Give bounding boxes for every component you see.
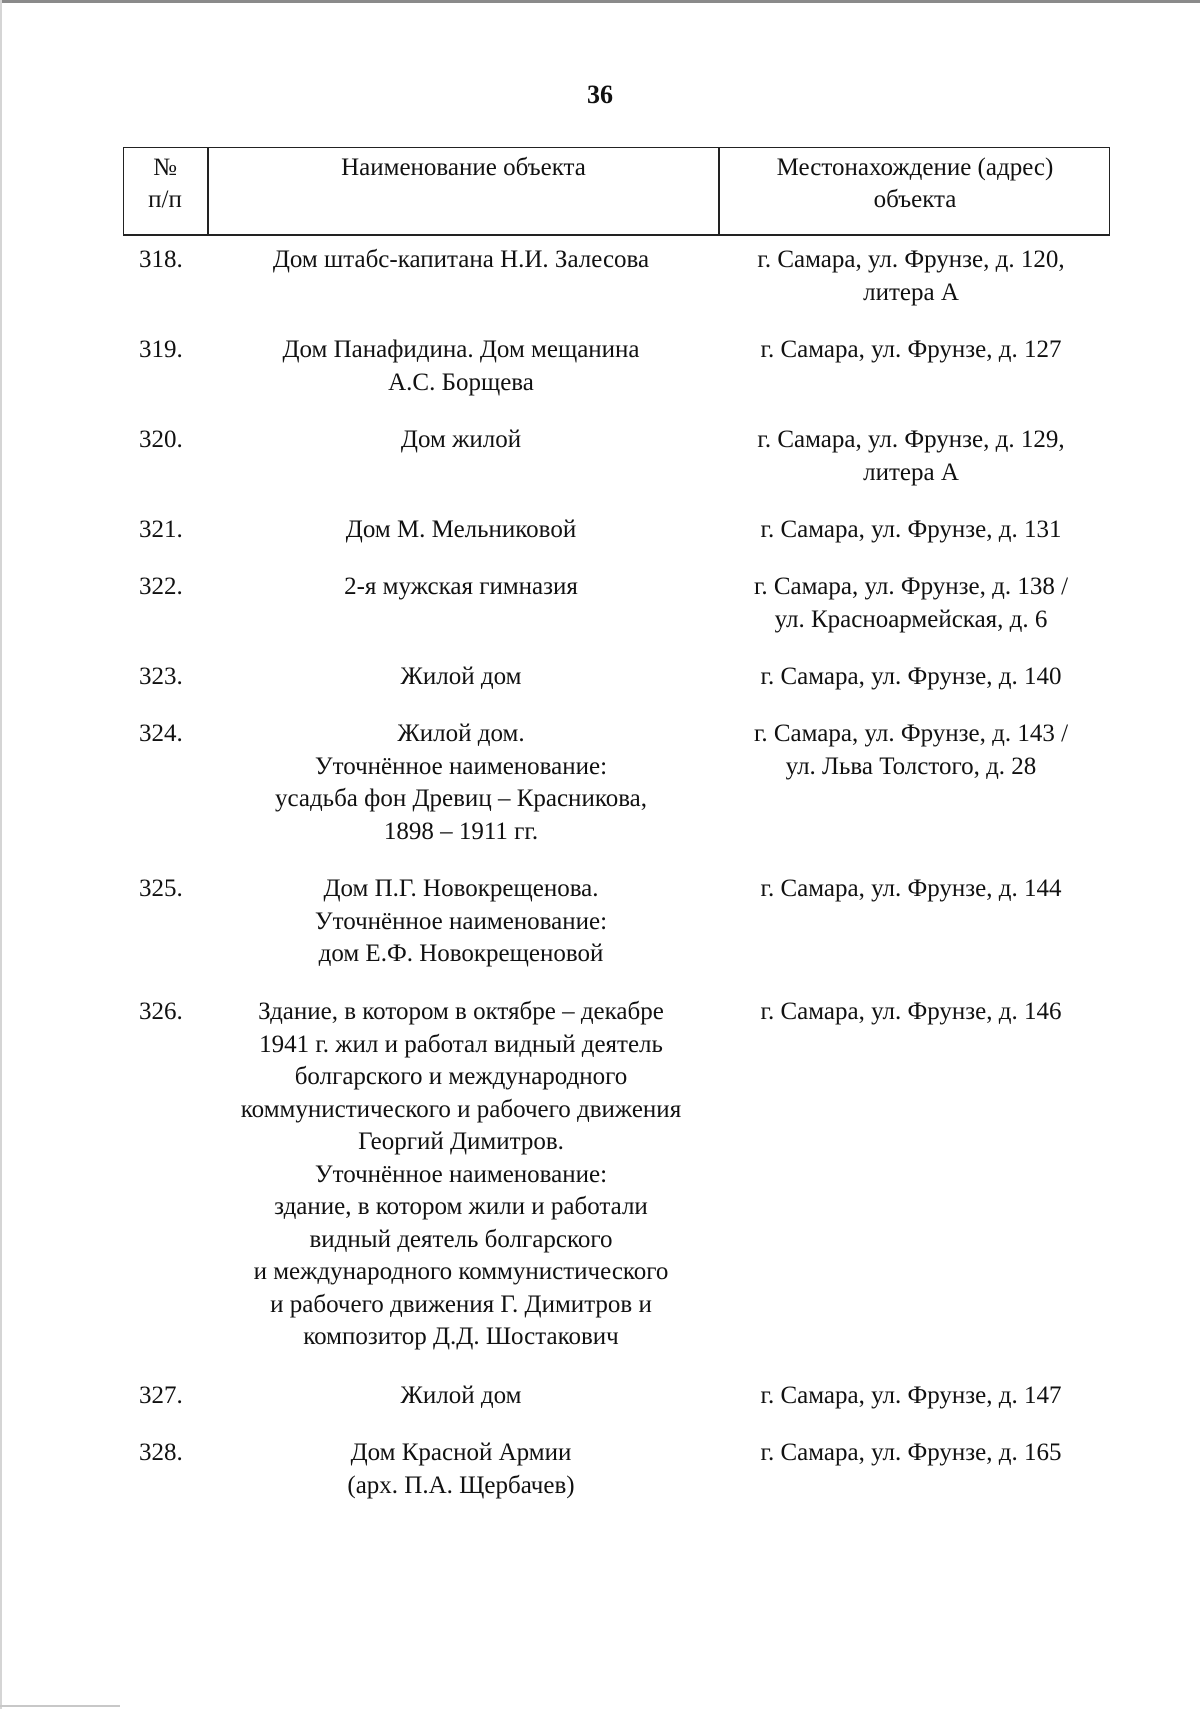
object-name: Дом П.Г. Новокрещенова. Уточнённое наименование: дом Е.Ф. Новокрещеновой [314,875,608,967]
row-number: 328. [139,1439,183,1466]
page-number: 36 [587,80,613,109]
object-address: г. Самара, ул. Фрунзе, д. 140 [760,663,1062,690]
object-name: Дом Панафидина. Дом мещанина А.С. Борщева [282,336,640,396]
row-number: 326. [139,998,183,1025]
object-name: Жилой дом [400,663,522,690]
object-address: г. Самара, ул. Фрунзе, д. 147 [760,1382,1062,1409]
scan-edge-left [0,0,2,1709]
row-number: 322. [139,573,183,600]
object-address: г. Самара, ул. Фрунзе, д. 138 / ул. Красноармейская, д. 6 [753,573,1069,633]
object-name: Дом Красной Армии (арх. П.А. Щербачев) [347,1439,575,1499]
object-address: г. Самара, ул. Фрунзе, д. 120, литера А [757,246,1065,306]
row-number: 323. [139,663,183,690]
object-address: г. Самара, ул. Фрунзе, д. 143 / ул. Льва Толстого, д. 28 [753,720,1069,780]
row-number: 324. [139,720,183,747]
row-number: 327. [139,1382,183,1409]
row-number: 320. [139,426,183,453]
object-name: Дом М. Мельниковой [345,516,577,543]
row-number: 319. [139,336,183,363]
object-name: Жилой дом [400,1382,522,1409]
object-address: г. Самара, ул. Фрунзе, д. 127 [760,336,1062,363]
scan-edge-bottom [0,1705,120,1707]
object-name: 2-я мужская гимназия [344,573,578,600]
header-name: Наименование объекта [341,154,586,181]
object-name: Дом штабс-капитана Н.И. Залесова [272,246,650,273]
header-address: Местонахождение (адрес) объекта [776,154,1054,213]
row-number: 321. [139,516,183,543]
header-num: № п/п [148,154,182,213]
row-number: 318. [139,246,183,273]
object-address: г. Самара, ул. Фрунзе, д. 131 [760,516,1062,543]
object-address: г. Самара, ул. Фрунзе, д. 129, литера А [757,426,1065,486]
object-name: Дом жилой [400,426,522,453]
object-name: Жилой дом. Уточнённое наименование: усадьба фон Древиц – Красникова, 1898 – 1911 гг. [274,720,648,845]
object-address: г. Самара, ул. Фрунзе, д. 146 [760,998,1062,1025]
scan-edge-top [0,0,1200,3]
object-address: г. Самара, ул. Фрунзе, д. 165 [760,1439,1062,1466]
row-number: 325. [139,875,183,902]
object-name: Здание, в котором в октябре – декабре 1941 г. жил и работал видный деятель болгарского и международного коммунистического и рабочего движения Георгий Димитров. Уточнённое наименование: здание, в котором жили и работали видный деятель болгарского и международного коммунистического и рабочего движения Г. Димитров и композитор Д.Д. Шостакович [240,998,682,1350]
object-address: г. Самара, ул. Фрунзе, д. 144 [760,875,1062,902]
